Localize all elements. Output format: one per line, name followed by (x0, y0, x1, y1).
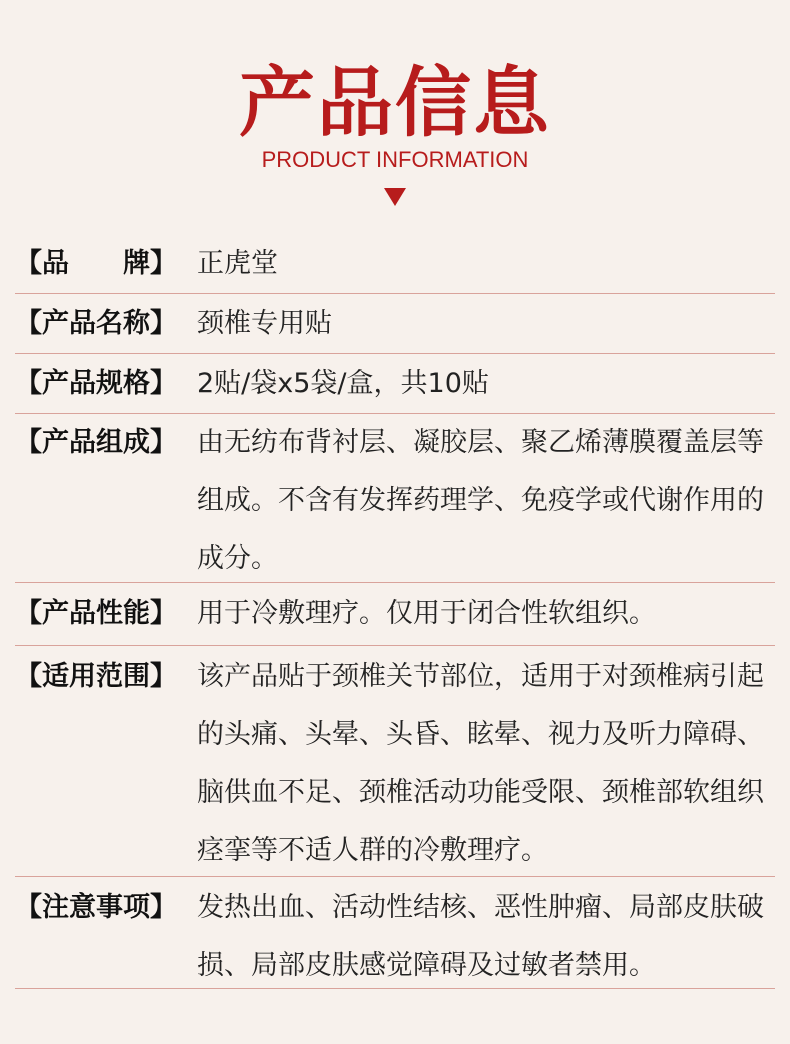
info-label-scope: 【适用范围】 (15, 661, 177, 692)
info-label-precautions: 【注意事项】 (15, 892, 177, 923)
info-row-composition (15, 414, 775, 582)
divider (15, 988, 775, 989)
info-value-brand: 正虎堂 (197, 248, 278, 279)
info-label-composition: 【产品组成】 (15, 427, 177, 458)
info-value-precautions: 发热出血、活动性结核、恶性肿瘤、局部皮肤破损、局部皮肤感觉障碍及过敏者禁用。 (197, 892, 764, 981)
info-value-product-name: 颈椎专用贴 (197, 308, 332, 339)
triangle-down-icon (384, 188, 406, 206)
info-value-specification: 2贴/袋x5袋/盒，共10贴 (197, 368, 489, 399)
product-info-list (15, 234, 775, 989)
info-row-product-name (15, 294, 775, 353)
info-row-scope (15, 646, 775, 876)
info-label-product-name: 【产品名称】 (15, 308, 177, 339)
info-row-specification (15, 354, 775, 413)
info-value-composition: 由无纺布背衬层、凝胶层、聚乙烯薄膜覆盖层等组成。不含有发挥药理学、免疫学或代谢作用的成分。 (197, 427, 764, 574)
page-header (0, 0, 790, 220)
info-label-performance: 【产品性能】 (15, 598, 177, 629)
info-value-performance: 用于冷敷理疗。仅用于闭合性软组织。 (197, 598, 656, 629)
info-row-brand (15, 234, 775, 293)
info-label-brand: 【品 牌】 (15, 248, 177, 279)
page-title: 产品信息 (239, 58, 551, 147)
info-label-specification: 【产品规格】 (15, 368, 177, 399)
info-row-precautions (15, 877, 775, 988)
info-row-performance (15, 583, 775, 645)
info-value-scope: 该产品贴于颈椎关节部位，适用于对颈椎病引起的头痛、头晕、头昏、眩晕、视力及听力障碍、脑供血不足、颈椎活动功能受限、颈椎部软组织痉挛等不适人群的冷敷理疗。 (197, 661, 764, 866)
page-subtitle: PRODUCT INFORMATION (261, 147, 529, 172)
